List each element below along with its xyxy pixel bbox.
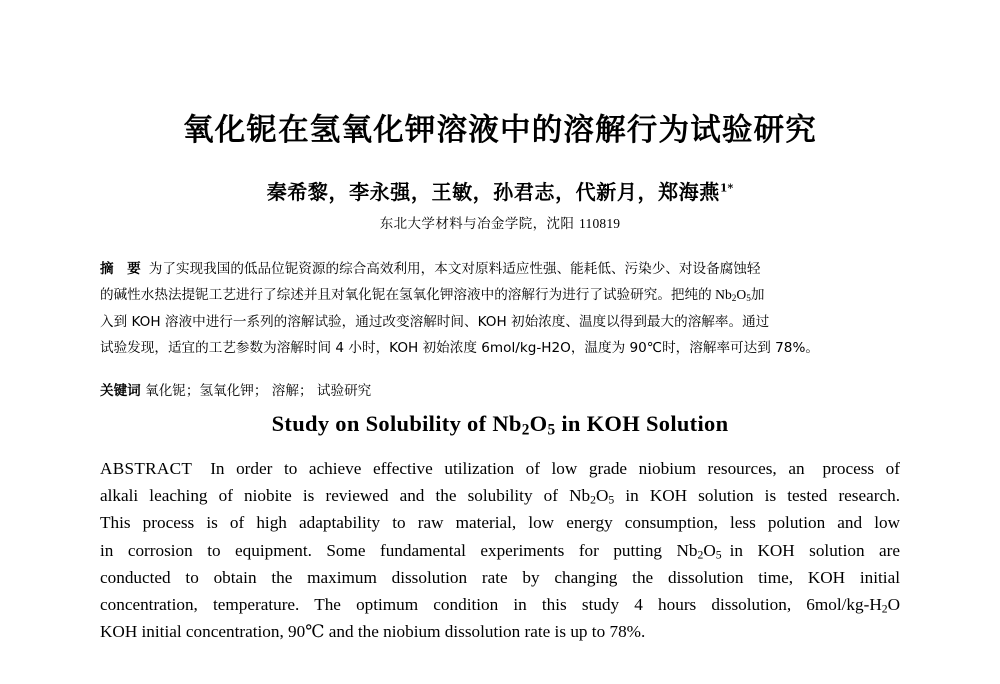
abstract-english-text-4a: in corrosion to equipment. Some fundamental experiments for putting Nb <box>100 540 698 560</box>
affiliation-postcode: 110819 <box>579 216 621 232</box>
abstract-english-line-7: KOH initial concentration, 90℃ and the niobium dissolution rate is up to 78%. <box>100 622 646 642</box>
subscript-2: 2 <box>731 293 737 304</box>
abstract-english-text-2c: in KOH solution is tested research. <box>614 486 900 506</box>
en-title-part-3: in KOH Solution <box>555 410 729 436</box>
abstract-english <box>100 437 900 645</box>
abstract-english-text-6b: O <box>887 594 900 614</box>
abstract-english-line-1 <box>100 455 900 482</box>
abstract-chinese-line-4: 试验发现，适宜的工艺参数为溶解时间 4 小时，KOH 初始浓度 6mol/kg-H2O，温度为 90℃时，溶解率可达到 78%。 <box>100 339 819 356</box>
abstract-english-text-4b: O <box>703 540 716 560</box>
subscript-5: 5 <box>608 493 615 507</box>
abstract-english-text-1a: In order to achieve effective utilization of low grade niobium resources, an <box>210 458 805 478</box>
affiliation <box>100 205 900 232</box>
author-names: 秦希黎，李永强，王敏，孙君志，代新月，郑海燕 <box>266 180 720 205</box>
subscript-2: 2 <box>881 602 888 616</box>
abstract-english-line-5: conducted to obtain the maximum dissolution rate by changing the dissolution time, KOH initial <box>100 567 900 587</box>
abstract-english-text-1b: process of <box>822 458 900 478</box>
subscript-2: 2 <box>590 493 596 507</box>
abstract-english-line-6 <box>100 591 900 618</box>
abstract-english-text-2a: alkali leaching of niobite is reviewed and the solubility of Nb <box>100 486 591 506</box>
subscript-2: 2 <box>697 548 704 562</box>
abstract-chinese-label: 摘 要 <box>100 261 141 278</box>
abstract-chinese-text-2b: 加 <box>750 287 765 304</box>
abstract-chinese <box>100 232 900 361</box>
formula-nb2o5-cn: $Nb_2O_5$ <box>715 287 751 304</box>
abstract-chinese-text-1: 为了实现我国的低品位铌资源的综合高效利用，本文对原料适应性强、能耗低、污染少、对设备腐蚀轻 <box>148 261 761 278</box>
abstract-english-text-4c: in KOH solution are <box>729 540 900 560</box>
en-title-subscript-2: 2 <box>521 421 530 439</box>
author-superscript: 1* <box>719 181 734 195</box>
page-title-chinese: 氧化铌在氢氧化钾溶液中的溶解行为试验研究 <box>183 113 817 148</box>
en-title-subscript-5: 5 <box>547 421 556 439</box>
author-list <box>100 150 900 205</box>
keywords-chinese <box>100 361 900 402</box>
subscript-5: 5 <box>746 293 751 304</box>
abstract-english-line-2 <box>100 482 900 509</box>
abstract-english-text-6a: concentration, temperature. The optimum condition in this study 4 hours dissolution, 6mol/kg-H <box>100 594 882 614</box>
page-title-english <box>100 402 900 437</box>
affiliation-institution: 东北大学材料与冶金学院，沈阳 <box>379 216 575 233</box>
abstract-chinese-text-2a: 的碱性水热法提铌工艺进行了综述并且对氧化铌在氢氧化钾溶液中的溶解行为进行了试验研究。把纯的 <box>100 287 712 304</box>
subscript-5: 5 <box>715 548 722 562</box>
keywords-label: 关键词 <box>100 382 141 399</box>
abstract-english-line-3: This process is of high adaptability to raw material, low energy consumption, less polution and low <box>100 513 900 533</box>
abstract-chinese-line-3: 入到 KOH 溶液中进行一系列的溶解试验，通过改变溶解时间、KOH 初始浓度、温度以得到最大的溶解率。通过 <box>100 313 770 330</box>
abstract-chinese-line-1 <box>100 256 900 282</box>
formula-nb: Nb <box>715 287 732 303</box>
en-title-part-1: Study on Solubility of Nb <box>271 410 522 436</box>
abstract-english-label: ABSTRACT <box>100 458 193 478</box>
abstract-chinese-line-2 <box>100 282 900 308</box>
keywords-value: 氧化铌；氢氧化钾； 溶解； 试验研究 <box>145 382 372 399</box>
en-title-part-2: O <box>529 410 548 436</box>
abstract-english-line-4 <box>100 537 900 564</box>
abstract-english-text-2b: O <box>595 486 609 506</box>
